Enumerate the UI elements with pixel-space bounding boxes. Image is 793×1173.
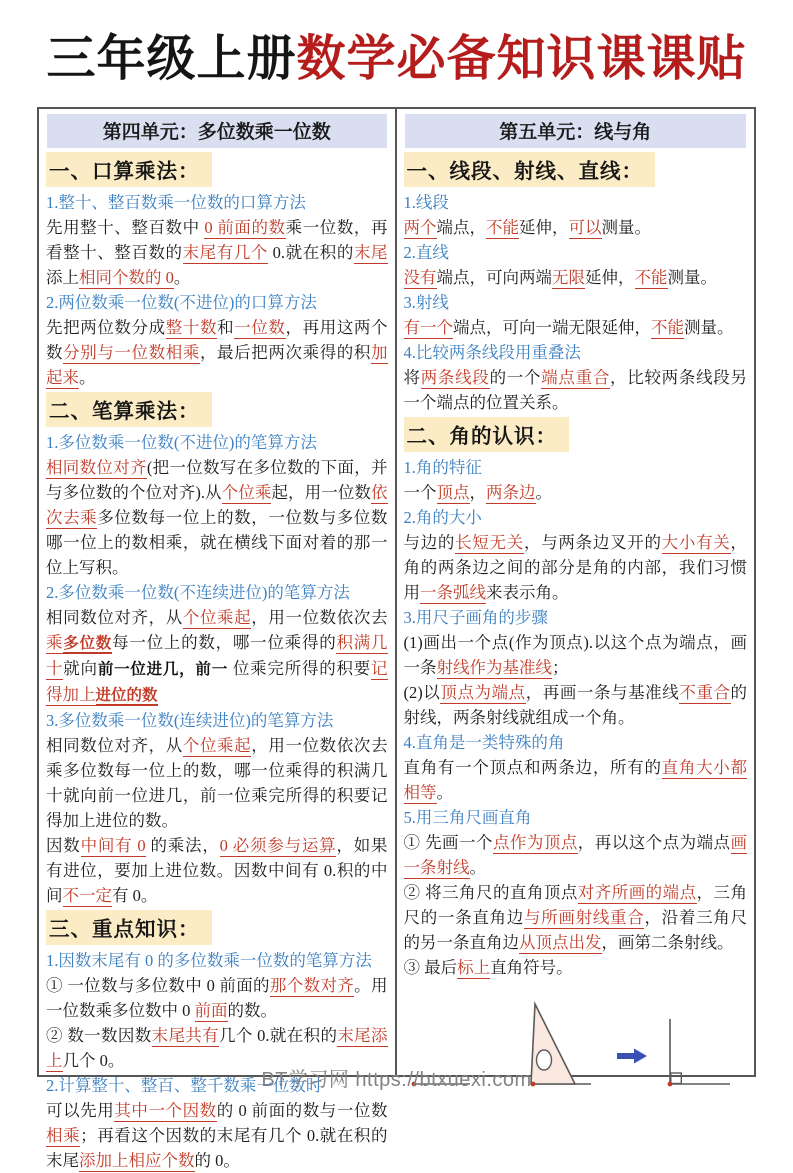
- highlighted-phrase: 积满几十: [46, 633, 388, 678]
- highlighted-phrase: 不重合: [679, 683, 731, 702]
- paragraph: [46, 833, 388, 908]
- subheading: 2.多位数乘一位数(不连续进位)的笔算方法: [46, 583, 350, 602]
- text-run: 的一个: [489, 368, 542, 387]
- subheading: 3.用尺子画角的步骤: [403, 608, 548, 627]
- subheading: 2.角的大小: [403, 508, 482, 527]
- text-run: ，用一位数依次去乘多位数每一位上的数，哪一位乘得的积满几十就向前一位进几，前一位乘完所得的积要记得加上进位的数。: [46, 736, 388, 830]
- section-heading: 一、口算乘法：: [46, 152, 212, 187]
- paragraph: [46, 455, 388, 580]
- text-run: 来表示角。: [486, 583, 569, 602]
- paragraph: [404, 880, 748, 955]
- text-run: ，角的两条边之间的部分是角的内部，我们习惯用: [403, 533, 748, 602]
- subheading: 2.计算整十、整百、整千数乘一位数时: [46, 1076, 323, 1095]
- highlighted-phrase: 顶点: [436, 483, 470, 502]
- text-run: ② 将三角尺的直角顶点: [403, 883, 578, 902]
- text-run: ，再用这两个数: [46, 318, 388, 362]
- text-run: 的数。: [227, 1001, 277, 1020]
- text-run: 将: [403, 368, 421, 387]
- highlighted-phrase: 不能: [634, 268, 668, 287]
- highlighted-phrase: 分别与一位数相乘: [63, 343, 200, 362]
- paragraph: [46, 733, 388, 833]
- highlighted-phrase: 中间有 0: [80, 836, 146, 855]
- text-run: ，三角尺的一条直角边: [403, 883, 747, 927]
- highlighted-phrase: 整十数: [165, 318, 218, 337]
- text-run: ，比较两条线段另一个端点的位置关系。: [403, 368, 748, 412]
- text-run: 。: [79, 368, 96, 387]
- text-run: 相同数位对齐，从: [46, 608, 183, 627]
- text-run: 。: [173, 268, 191, 287]
- highlighted-phrase: 那个数对齐: [269, 976, 355, 995]
- highlighted-phrase: 两条边: [486, 483, 536, 502]
- section-heading: 一、线段、射线、直线：: [404, 152, 656, 187]
- highlighted-phrase: 不一定: [62, 886, 112, 905]
- column-header-unit5: 第五单元：线与角: [405, 114, 747, 148]
- text-run: (把一位数写在多位数的下面，并与多位数的个位对齐).从: [46, 458, 388, 502]
- text-run: ② 数一数因数: [46, 1026, 152, 1045]
- paragraph: [404, 265, 748, 290]
- text-run: 延伸，: [519, 218, 569, 237]
- page-title: [0, 20, 793, 90]
- highlighted-phrase: 加起来: [46, 343, 388, 387]
- subheading: 1.因数末尾有 0 的多位数乘一位数的笔算方法: [46, 951, 372, 970]
- highlighted-phrase: 从顶点出发: [519, 933, 602, 952]
- text-run: 直角有一个顶点和两条边，所有的: [403, 758, 662, 777]
- text-run: 。: [436, 783, 453, 802]
- paragraph: [404, 830, 748, 880]
- paragraph: [46, 605, 388, 708]
- highlighted-phrase: 添加上相应个数: [79, 1151, 195, 1170]
- text-run: 。: [469, 858, 486, 877]
- highlighted-phrase: 顶点为端点: [440, 683, 526, 702]
- highlighted-phrase: 没有: [403, 268, 437, 287]
- highlighted-phrase: 对齐所画的端点: [577, 883, 697, 902]
- highlighted-phrase: 末尾有几个: [182, 243, 268, 262]
- highlighted-phrase: 大小有关: [661, 533, 731, 552]
- subheading: 3.多位数乘一位数(连续进位)的笔算方法: [46, 711, 334, 730]
- text-run: ，用一位数依次去: [251, 608, 388, 627]
- section-heading: 二、笔算乘法：: [46, 392, 212, 427]
- text-run: ，再以这个点为端点: [577, 833, 731, 852]
- highlighted-phrase: 其中一个因数: [114, 1101, 217, 1120]
- highlighted-phrase: 直角大小都相等: [403, 758, 748, 802]
- text-run: 几个 0.就在积的: [219, 1026, 338, 1045]
- text-run: 测量。: [601, 218, 651, 237]
- highlighted-phrase: 不能: [486, 218, 519, 237]
- title-subject-part: 数学必备知识课课贴: [296, 31, 747, 86]
- text-run: 一个: [403, 483, 437, 502]
- section-heading: 三、重点知识：: [46, 910, 212, 945]
- text-run: 端点，: [436, 218, 486, 237]
- text-run: 的 0。: [194, 1151, 240, 1170]
- highlighted-phrase: 乘: [46, 633, 64, 652]
- text-run: 0.就在积的: [267, 243, 354, 262]
- text-run: ③ 最后: [403, 958, 458, 977]
- highlighted-phrase: 标上: [457, 958, 491, 977]
- highlighted-phrase: 进位的数: [95, 687, 158, 704]
- subheading: 2.两位数乘一位数(不进位)的口算方法: [46, 293, 317, 312]
- highlighted-phrase: 两条线段: [420, 368, 490, 387]
- highlighted-phrase: 个位乘: [221, 483, 272, 502]
- column-body-unit5: [404, 152, 748, 980]
- text-run: ① 一位数与多位数中 0 前面的: [46, 976, 270, 995]
- text-run: 先把两位数分成: [46, 318, 166, 337]
- text-run: (1)画出一个点(作为顶点).以这个点为端点，画一条: [403, 633, 747, 677]
- title-grade-part: 三年级上册: [46, 31, 297, 86]
- text-run: 就向: [63, 659, 98, 678]
- paragraph: [404, 755, 748, 805]
- watermark: BT学习网 https://btxuexi.com: [261, 1069, 532, 1091]
- text-run: 可以先用: [46, 1101, 115, 1120]
- highlighted-phrase: 相同数位对齐: [46, 458, 147, 477]
- text-run: 多位数每一位上的数，一位数与多位数哪一位上的数相乘，就在横线下面对着的那一位上写积。: [46, 508, 388, 577]
- highlighted-phrase: 0 必须参与运算: [219, 836, 337, 855]
- text-run: 和: [217, 318, 235, 337]
- text-run: 。用一位数乘多位数中 0: [46, 976, 388, 1020]
- column-body-unit4: [46, 152, 388, 1173]
- subheading: 4.比较两条线段用重叠法: [403, 343, 581, 362]
- text-run: 因数: [46, 836, 81, 855]
- paragraph: [404, 315, 748, 340]
- text-run: 有 0。: [112, 886, 158, 905]
- text-run: ，与两条边叉开的: [523, 533, 662, 552]
- highlighted-phrase: 0 前面的数: [204, 218, 286, 237]
- text-run: 每一位上的数，哪一位乘得的: [112, 633, 337, 652]
- highlighted-phrase: 前一位进几，前一: [97, 661, 228, 678]
- paragraph: [404, 530, 748, 605]
- highlighted-phrase: 端点重合: [541, 368, 611, 387]
- highlighted-phrase: 一条弧线: [420, 583, 486, 602]
- subheading: 1.多位数乘一位数(不进位)的笔算方法: [46, 433, 317, 452]
- highlighted-phrase: 末尾共有: [151, 1026, 219, 1045]
- highlighted-phrase: 记得加上: [46, 659, 388, 704]
- text-run: 与边的: [403, 533, 456, 552]
- highlighted-phrase: 长短无关: [455, 533, 524, 552]
- text-run: 相同数位对齐，从: [46, 736, 183, 755]
- highlighted-phrase: 相同个数的 0: [79, 268, 174, 287]
- highlighted-phrase: 个位乘起: [182, 736, 252, 755]
- text-run: 先用整十、整百数中: [46, 218, 205, 237]
- paragraph: [404, 630, 748, 680]
- subheading: 3.射线: [403, 293, 449, 312]
- subheading: 1.整十、整百数乘一位数的口算方法: [46, 193, 306, 212]
- highlighted-phrase: 画一条射线: [403, 833, 747, 877]
- highlighted-phrase: 相乘: [46, 1126, 81, 1145]
- highlighted-phrase: 末尾: [353, 243, 388, 262]
- text-run: 起，用一位数: [271, 483, 371, 502]
- text-run: ，如果有进位，要加上进位数。因数中间有 0.积的中间: [46, 836, 388, 905]
- text-run: 位乘完所得的积要: [227, 659, 372, 678]
- text-run: 。: [535, 483, 552, 502]
- column-header-unit4: 第四单元：多位数乘一位数: [47, 114, 387, 148]
- text-run: ，画第二条射线。: [601, 933, 734, 952]
- text-run: ，沿着三角尺的另一条直角边: [403, 908, 748, 952]
- text-run: 几个 0。: [62, 1051, 125, 1070]
- highlighted-phrase: 有一个: [403, 318, 453, 337]
- highlighted-phrase: 可以: [568, 218, 602, 237]
- arrow-right-icon: [617, 1049, 647, 1064]
- text-run: 测量。: [684, 318, 734, 337]
- paragraph: [404, 365, 748, 415]
- highlighted-phrase: 个位乘起: [182, 608, 252, 627]
- text-run: 乘一位数，再看整十、整百数的: [46, 218, 388, 262]
- subheading: 2.直线: [403, 243, 449, 262]
- text-run: 端点，可向两端: [436, 268, 552, 287]
- text-run: 的射线，两条射线就组成一个角。: [403, 683, 748, 727]
- text-run: ；: [552, 658, 569, 677]
- paragraph: [404, 480, 748, 505]
- paragraph: [46, 973, 388, 1023]
- highlighted-phrase: 一位数: [234, 318, 286, 337]
- text-run: 端点，可向一端无限延伸，: [453, 318, 651, 337]
- text-run: 添上: [46, 268, 79, 287]
- subheading: 1.角的特征: [403, 458, 482, 477]
- highlighted-phrase: 不能: [651, 318, 684, 337]
- paragraph: [404, 215, 748, 240]
- text-run: ，最后把两次乘得的积: [199, 343, 372, 362]
- highlighted-phrase: 多位数: [63, 635, 113, 652]
- highlighted-phrase: 前面: [194, 1001, 228, 1020]
- text-run: 的 0 前面的数与一位数: [216, 1101, 388, 1120]
- highlighted-phrase: 与所画射线重合: [523, 908, 645, 927]
- text-run: 直角符号。: [490, 958, 573, 977]
- subheading: 4.直角是一类特殊的角: [403, 733, 565, 752]
- paragraph: [46, 315, 388, 390]
- subheading: 1.线段: [403, 193, 449, 212]
- text-run: ，: [469, 483, 486, 502]
- highlighted-phrase: 射线作为基准线: [436, 658, 552, 677]
- text-run: 测量。: [667, 268, 717, 287]
- text-run: 延伸，: [585, 268, 635, 287]
- highlighted-phrase: 两个: [403, 218, 437, 237]
- text-run: ，再画一条与基准线: [525, 683, 680, 702]
- paragraph: [404, 680, 748, 730]
- highlighted-phrase: 依次去乘: [46, 483, 388, 527]
- highlighted-phrase: 点作为顶点: [492, 833, 578, 852]
- section-heading: 二、角的认识：: [404, 417, 570, 452]
- paragraph: [46, 215, 388, 290]
- column-unit5: [397, 109, 755, 1075]
- highlighted-phrase: 无限: [552, 268, 585, 287]
- highlighted-phrase: 末尾添上: [46, 1026, 388, 1070]
- text-run: ① 先画一个: [403, 833, 493, 852]
- paragraph: [46, 1098, 388, 1173]
- subheading: 5.用三角尺画直角: [403, 808, 532, 827]
- paragraph: [404, 955, 748, 980]
- text-run: (2)以: [403, 683, 441, 702]
- text-run: 的乘法，: [145, 836, 220, 855]
- text-run: ；再看这个因数的末尾有几个 0.就在积的末尾: [46, 1126, 388, 1170]
